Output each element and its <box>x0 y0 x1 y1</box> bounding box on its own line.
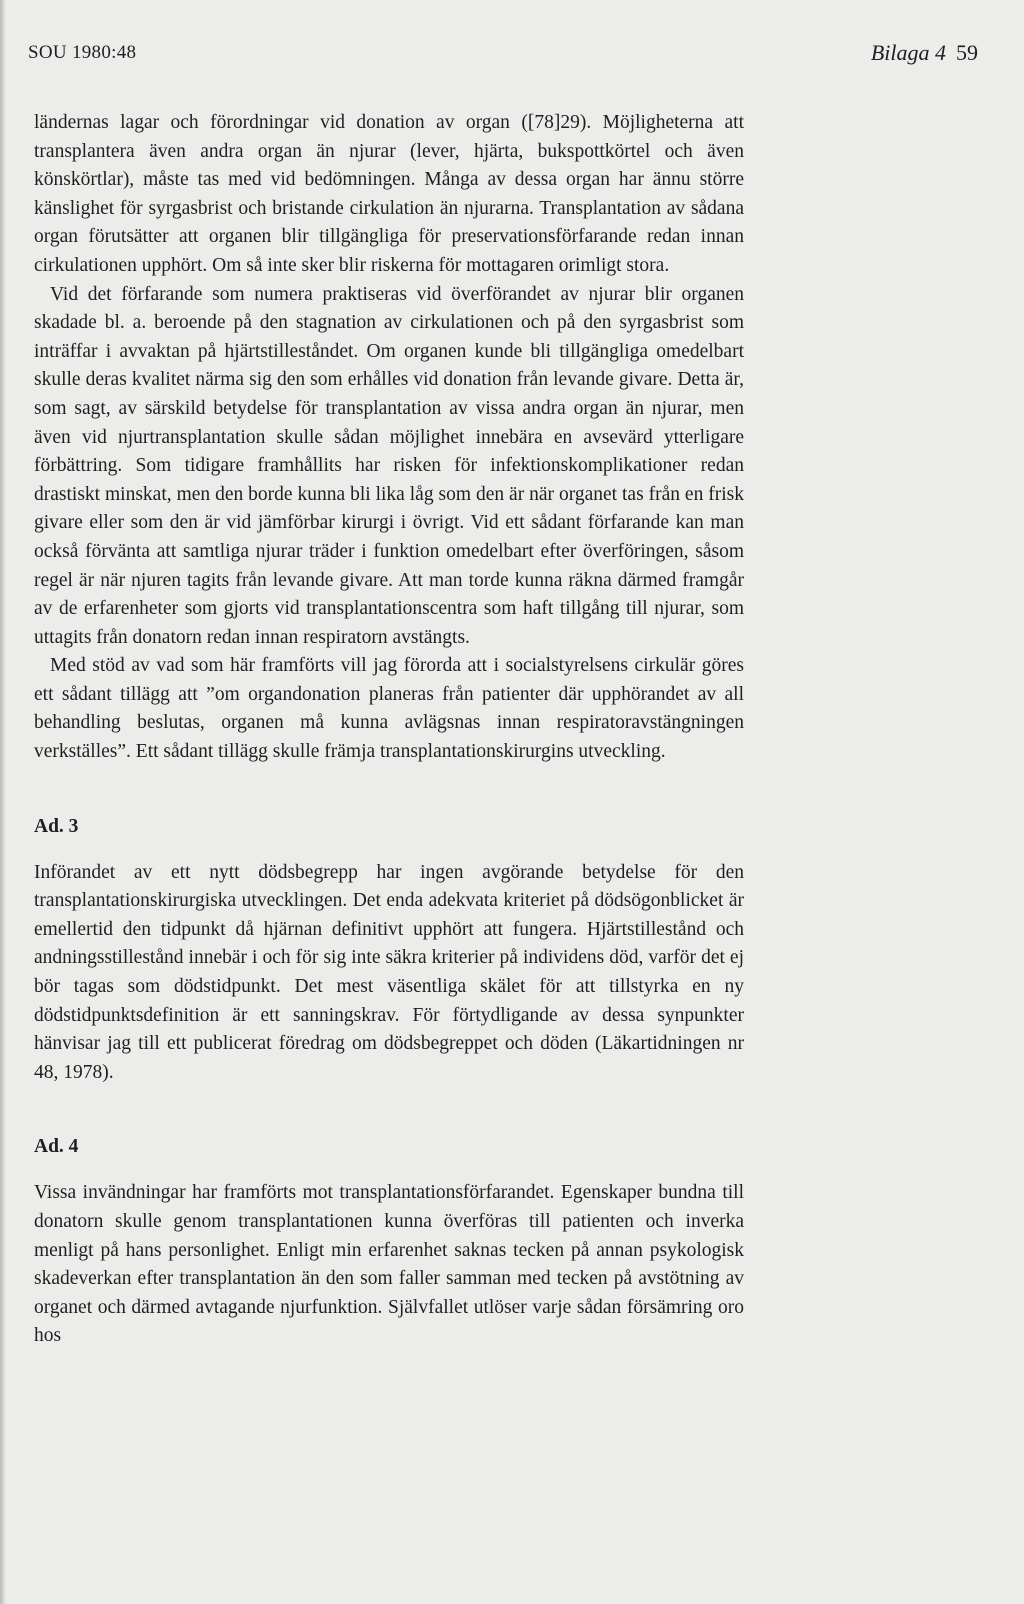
page-number: 59 <box>956 40 978 65</box>
document-reference: SOU 1980:48 <box>28 42 137 63</box>
page-header <box>28 42 978 72</box>
paragraph-4: Införandet av ett nytt dödsbegrepp har ingen avgörande betydelse för den transplantationskirurgiska utvecklingen. Det enda adekvata kriteriet på dödsögonblicket är emellertid den tidpunkt då hjärnan definitivt upphört att fungera. Hjärtstillestånd och andningsstillestånd innebär i och för sig inte säkra kriterier på individens död, varför det ej bör tagas som dödstidpunkt. Det mest väsentliga skälet för att tillstyrka en ny dödstidpunktsdefinition är ett sanningskrav. För förtydligande av dessa synpunkter hänvisar jag till ett publicerat föredrag om dödsbegreppet och döden (Läkartidningen nr 48, 1978). <box>34 861 744 1083</box>
header-right <box>871 40 978 66</box>
page-edge-shadow <box>0 0 6 1604</box>
paragraph-5: Vissa invändningar har framförts mot transplantationsförfarandet. Egenskaper bundna till donatorn skulle genom transplantationen kunna överföras till patienten och inverka menligt på hans personlighet. Enligt min erfarenhet saknas tecken på annan psykologisk skadeverkan efter transplantation än den som faller samman med tecken på avstötning av organet och därmed avtagande njurfunktion. Självfallet utlöser varje sådan försämring oro hos <box>34 1182 744 1347</box>
appendix-label: Bilaga 4 <box>870 40 946 65</box>
paragraph-1: ländernas lagar och förordningar vid donation av organ ([78]29). Möjligheterna att transplantera även andra organ än njurar (lever, hjärta, bukspottkörtel och även könskörtlar), måste tas med vid bedömningen. Många av dessa organ har ännu större känslighet för syrgasbrist och bristande cirkulation än njurarna. Transplantation av sådana organ förutsätter att organen blir tillgängliga för preservationsförfarande redan innan cirkulationen upphört. Om så inte sker blir riskerna för mottagaren orimligt stora. <box>34 112 744 276</box>
section-heading-ad-3: Ad. 3 <box>34 815 79 837</box>
paragraph-2: Vid det förfarande som numera praktiseras vid överförandet av njurar blir organen skadade bl. a. beroende på den stagnation av cirkulationen och på den syrgasbrist som inträffar i avvaktan på hjärtstilleståndet. Om organen kunde bli tillgängliga omedelbart skulle deras kvalitet närma sig den som erhålles vid donation från levande givare. Detta är, som sagt, av särskild betydelse för transplantation av vissa andra organ än njurar, men även vid njurtransplantation skulle sådan möjlighet innebära en avsevärd ytterligare förbättring. Som tidigare framhållits har risken för infektionskomplikationer redan drastiskt minskat, men den borde kunna bli lika låg som den är när organet tas från en frisk givare eller som den är vid jämförbar kirurgi i övrigt. Vid ett sådant förfarande kan man också förvänta att samtliga njurar träder i funktion omedelbart efter överföringen, såsom regel är när njuren tagits från levande givare. Att man torde kunna räkna därmed framgår av de erfarenheter som gjorts vid transplantationscentra som haft tillgång till njurar, som uttagits från donatorn redan innan respiratorn avstängts. <box>34 283 744 648</box>
page-body <box>34 109 744 1351</box>
section-heading-ad-4: Ad. 4 <box>34 1136 79 1158</box>
paragraph-3: Med stöd av vad som här framförts vill jag förorda att i socialstyrelsens cirkulär göres ett sådant tillägg att ”om organdonation planeras från patienter där upphörandet av all behandling beslutas, organen må kunna avlägsnas innan respiratoravstängningen verkställes”. Ett sådant tillägg skulle främja transplantationskirurgins utveckling. <box>34 655 744 763</box>
